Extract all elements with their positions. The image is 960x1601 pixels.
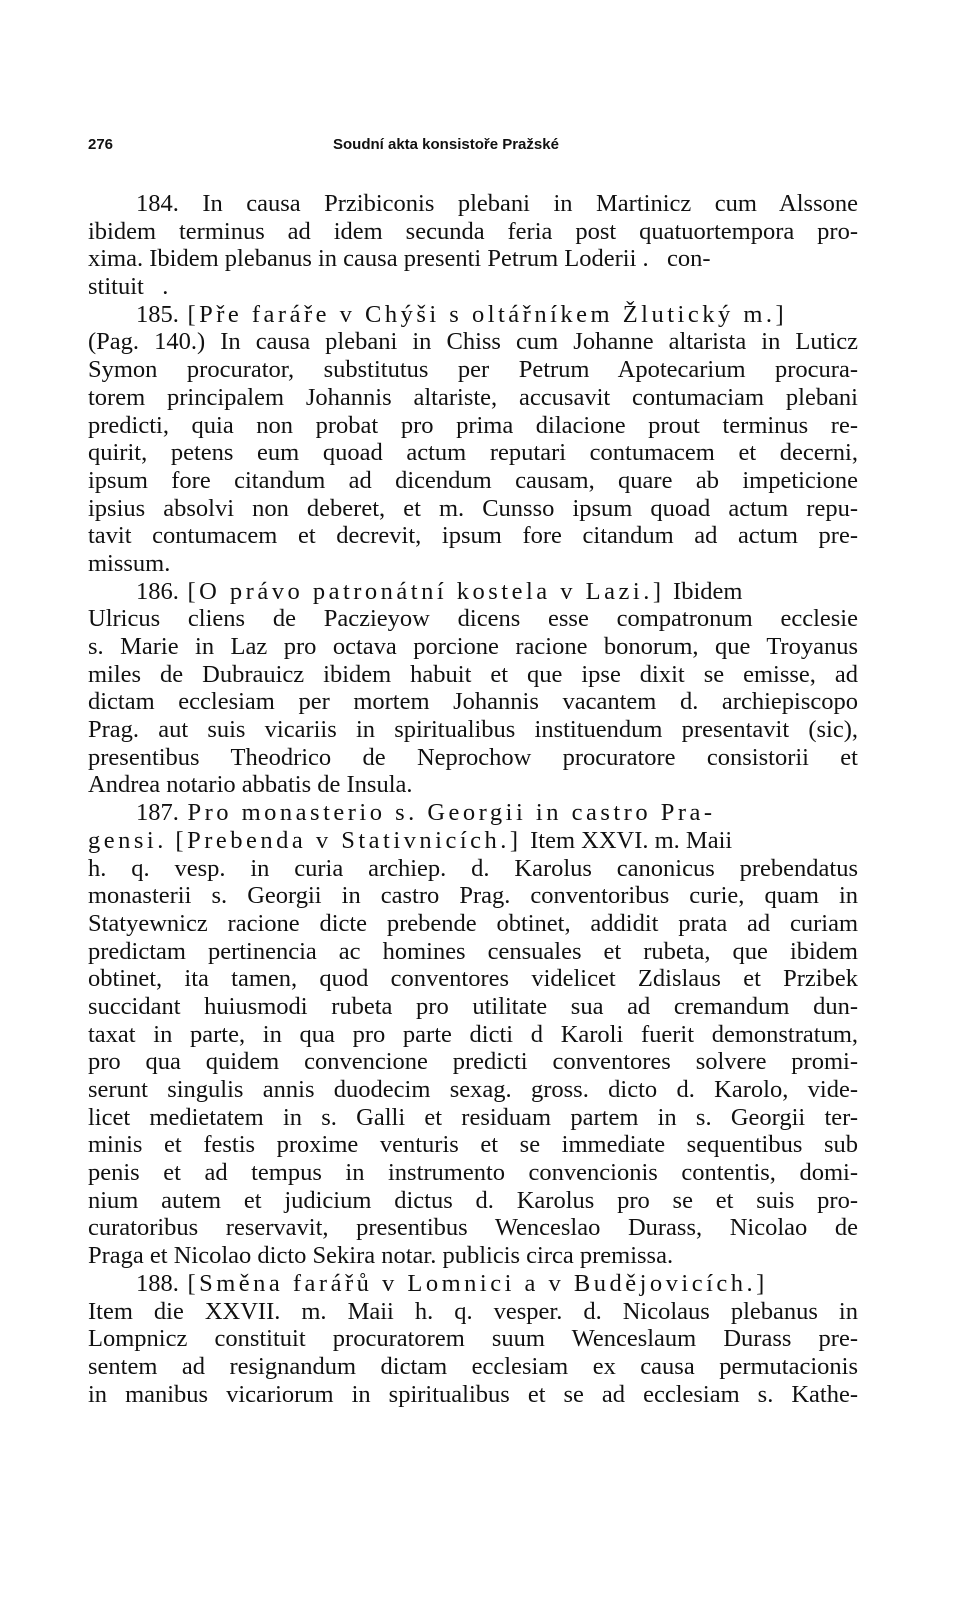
text-line: xima. Ibidem plebanus in causa presenti Petrum Loderii . con- (88, 245, 711, 273)
text-line: stituit . (88, 273, 169, 301)
text-line: missum. (88, 549, 171, 577)
entry-heading: [Směna farářů v Lomnici a v Budějovicích.] (187, 1269, 768, 1297)
running-title: Soudní akta konsistoře Pražské (333, 136, 559, 153)
text-line: ibidem terminus ad idem secunda feria post quatuortempora pro- (88, 217, 858, 245)
text-line: Item die XXVII. m. Maii h. q. vesper. d. Nicolaus plebanus in (88, 1297, 858, 1325)
entry-heading-line (88, 578, 858, 606)
running-head (88, 136, 858, 160)
text-line: taxat in parte, in qua pro parte dicti d Karoli fuerit demonstratum, (88, 1020, 858, 1048)
entry-heading-tail: Item XXVI. m. Maii (530, 826, 733, 854)
entry-heading: [Prebenda v Stativnicích.] (175, 826, 522, 854)
text-line: torem principalem Johannis altariste, accusavit contumaciam plebani (88, 383, 858, 411)
text-line: s. Marie in Laz pro octava porcione racione bonorum, que Troyanus (88, 633, 858, 660)
text-line: curatoribus reservavit, presentibus Wenceslao Durass, Nicolao de (88, 1214, 858, 1242)
entry-heading-line (88, 799, 858, 827)
entry-heading-tail: Ibidem (673, 577, 743, 605)
text-line: minis et festis proxime venturis et se immediate sequentibus sub (88, 1131, 858, 1159)
entry-heading-line (88, 1270, 858, 1298)
text-line: Lompnicz constituit procuratorem suum Wenceslaum Durass pre- (88, 1325, 858, 1353)
text-line: Andrea notario abbatis de Insula. (88, 771, 413, 799)
text-line: ipsum fore citandum ad dicendum causam, quare ab impeticione (88, 466, 858, 494)
text-line: serunt singulis annis duodecim sexag. gross. dicto d. Karolo, vide- (88, 1076, 858, 1103)
text-line: obtinet, ita tamen, quod conventores videlicet Zdislaus et Przibek (88, 965, 858, 993)
text-line: miles de Dubrauicz ibidem habuit et que ipse dixit se emisse, ad (88, 660, 858, 688)
text-line: Ulricus cliens de Paczieyow dicens esse compatronum ecclesie (88, 605, 858, 633)
text-line: presentibus Theodrico de Neprochow procuratore consistorii et (88, 743, 858, 771)
text-line: succidant huiusmodi rubeta pro utilitate sua ad cremandum dun- (88, 992, 858, 1020)
text-line: quirit, petens eum quoad actum reputari contumacem et decerni, (88, 439, 858, 467)
text-line: Symon procurator, substitutus per Petrum Apotecarium procura- (88, 356, 858, 384)
entry-heading: Pro monasterio s. Georgii in castro Pra- (187, 799, 716, 827)
text-line: in manibus vicariorum in spiritualibus et se ad ecclesiam s. Kathe- (88, 1380, 858, 1408)
text-line: licet medietatem in s. Galli et residuam partem in s. Georgii ter- (88, 1103, 858, 1131)
text-line: Praga et Nicolao dicto Sekira notar. publicis circa premissa. (88, 1242, 674, 1270)
entry-number: 186. (136, 577, 179, 605)
entry-heading-line (88, 301, 858, 329)
text-line: tavit contumacem et decrevit, ipsum fore citandum ad actum pre- (88, 522, 858, 550)
body-text (88, 190, 858, 1408)
entry-heading-line (88, 827, 858, 855)
text-line: pro qua quidem convencione predicti conventores solvere promi- (88, 1048, 858, 1076)
text-line: Statyewnicz racione dicte prebende obtinet, addidit prata ad curiam (88, 909, 858, 937)
entry-number: 185. (136, 300, 179, 328)
text-line: h. q. vesp. in curia archiep. d. Karolus canonicus prebendatus (88, 854, 858, 882)
text-line: predicti, quia non probat pro prima dilacione prout terminus re- (88, 411, 858, 439)
text-line: 184. In causa Przibiconis plebani in Martinicz cum Alssone (136, 190, 858, 217)
text-line: sentem ad resignandum dictam ecclesiam ex causa permutacionis (88, 1352, 858, 1380)
text-line: dictam ecclesiam per mortem Johannis vacantem d. archiepiscopo (88, 688, 858, 716)
text-line: Prag. aut suis vicariis in spiritualibus instituendum presentavit (sic), (88, 716, 858, 744)
text-line: monasterii s. Georgii in castro Prag. conventoribus curie, quam in (88, 882, 858, 910)
text-line: penis et ad tempus in instrumento convencionis contentis, domi- (88, 1159, 858, 1187)
page-number: 276 (88, 136, 114, 153)
text-line: nium autem et judicium dictus d. Karolus pro se et suis pro- (88, 1186, 858, 1214)
entry-heading: [Pře faráře v Chýši s oltářníkem Žlutický m.] (187, 300, 788, 328)
entry-heading: [O právo patronátní kostela v Lazi.] (187, 577, 665, 605)
entry-number: 188. (136, 1269, 179, 1297)
entry-heading: gensi. (88, 826, 167, 854)
text-line: predictam pertinencia ac homines censuales et rubeta, que ibidem (88, 937, 858, 965)
entry-number: 187. (136, 799, 179, 827)
text-line: (Pag. 140.) In causa plebani in Chiss cum Johanne altarista in Luticz (88, 328, 858, 356)
text-line: ipsius absolvi non deberet, et m. Cunsso ipsum quoad actum repu- (88, 494, 858, 522)
